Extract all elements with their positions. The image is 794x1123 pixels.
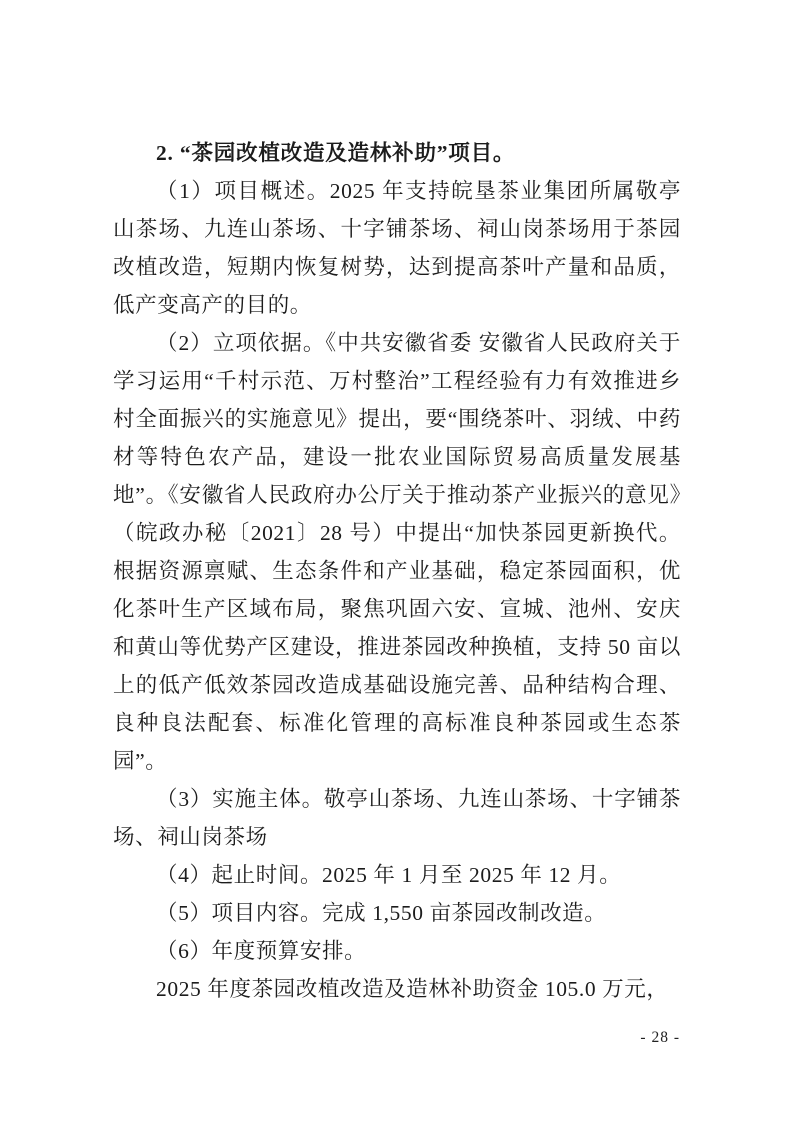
paragraph-project-basis: （2）立项依据。《中共安徽省委 安徽省人民政府关于学习运用“千村示范、万村整治”工程经验有力有效推进乡村全面振兴的实施意见》提出，要“围绕茶叶、羽绒、中药材等特色农产品，建设一批农业国际贸易高质量发展基地”。《安徽省人民政府办公厅关于推动茶产业振兴的意见》（皖政办秘〔2021〕28 号）中提出“加快茶园更新换代。根据资源禀赋、生态条件和产业基础，稳定茶园面积，优化茶叶生产区域布局，聚焦巩固六安、宣城、池州、安庆和黄山等优势产区建设，推进茶园改种换植，支持 50 亩以上的低产低效茶园改造成基础设施完善、品种结构合理、良种良法配套、标准化管理的高标准良种茶园或生态茶园”。 [113, 331, 681, 773]
paragraph-budget-arrangement: （6）年度预算安排。 [156, 939, 367, 963]
paragraph-budget-amount: 2025 年度茶园改植改造及造林补助资金 105.0 万元， [156, 977, 669, 1001]
paragraph-implementing-entities: （3）实施主体。敬亭山茶场、九连山茶场、十字铺茶场、祠山岗茶场 [113, 787, 681, 849]
document-body [113, 134, 681, 1008]
paragraph-time-period: （4）起止时间。2025 年 1 月至 2025 年 12 月。 [156, 863, 622, 887]
page-number: - 28 - [640, 1029, 680, 1046]
paragraph-project-overview: （1）项目概述。2025 年支持皖垦茶业集团所属敬亭山茶场、九连山茶场、十字铺茶场、祠山岗茶场用于茶园改植改造，短期内恢复树势，达到提高茶叶产量和品质，低产变高产的目的。 [113, 179, 681, 317]
paragraph-project-content: （5）项目内容。完成 1,550 亩茶园改制改造。 [156, 901, 607, 925]
section-heading: 2. “茶园改植改造及造林补助”项目。 [156, 141, 516, 165]
